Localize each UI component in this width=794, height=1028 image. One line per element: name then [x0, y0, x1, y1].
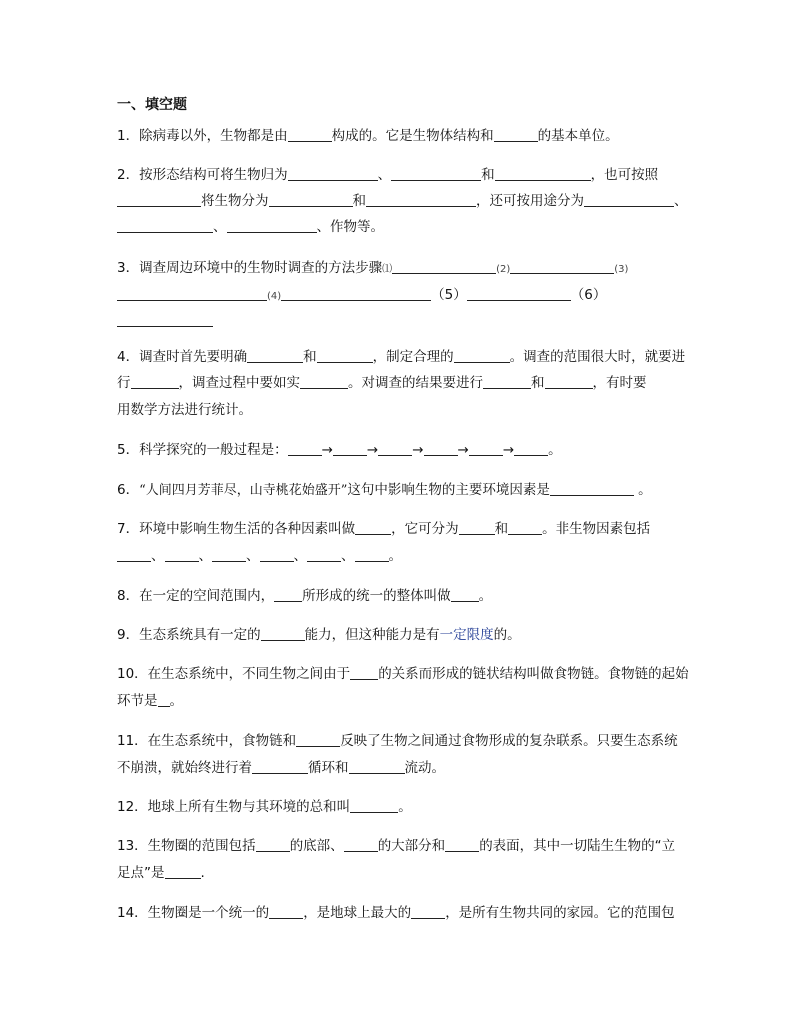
- question-3-line-1: 3．调查周边环境中的生物时调查的方法步骤⑴ (2) (3): [117, 260, 629, 276]
- blank[interactable]: [300, 374, 348, 389]
- blank[interactable]: [350, 665, 378, 680]
- blank[interactable]: [281, 286, 431, 301]
- blank[interactable]: [355, 547, 389, 562]
- blank[interactable]: [274, 587, 302, 602]
- question-2-line-2: 将生物分为 和 ，还可按用途分为 、: [117, 186, 683, 216]
- blank[interactable]: [483, 374, 531, 389]
- blank[interactable]: [350, 798, 398, 813]
- question-3-line-2: (4) （5） （6）: [117, 280, 683, 312]
- blank[interactable]: [260, 547, 294, 562]
- blank[interactable]: [344, 837, 378, 852]
- blank[interactable]: [514, 441, 548, 456]
- question-4-line-3: 用数学方法进行统计。: [117, 402, 252, 418]
- question-9: 9．生态系统具有一定的 能力，但这种能力是有一定限度的。: [117, 627, 521, 643]
- blank[interactable]: [467, 286, 571, 301]
- blank[interactable]: [256, 837, 290, 852]
- blank[interactable]: [165, 864, 201, 879]
- blank[interactable]: [545, 374, 593, 389]
- question-14: 14．生物圈是一个统一的 ，是地球上最大的 ，是所有生物共同的家园。它的范围包: [117, 905, 675, 921]
- blank[interactable]: [366, 192, 476, 207]
- blank[interactable]: [494, 127, 538, 142]
- question-8: 8．在一定的空间范围内， 所形成的统一的整体叫做 。: [117, 588, 493, 604]
- question-4-line-2: 行 ，调查过程中要如实 。对调查的结果要进行 和 ，有时要: [117, 375, 647, 391]
- question-7-line-2: 、 、 、 、 、 。: [117, 541, 683, 571]
- question-5: 5．科学探究的一般过程是： → → → → → 。: [117, 442, 562, 458]
- blank[interactable]: [288, 441, 322, 456]
- blank[interactable]: [288, 166, 378, 181]
- blank[interactable]: [117, 312, 213, 327]
- blank[interactable]: [584, 192, 674, 207]
- blank[interactable]: [227, 218, 317, 233]
- question-11-line-1: 11．在生态系统中，食物链和 反映了生物之间通过食物形成的复杂联系。只要生态系统: [117, 733, 678, 749]
- blank[interactable]: [510, 259, 614, 274]
- blank[interactable]: [392, 259, 496, 274]
- blank[interactable]: [495, 166, 591, 181]
- question-13-line-2: 足点”是 .: [117, 865, 205, 881]
- blank[interactable]: [317, 348, 373, 363]
- blank[interactable]: [296, 732, 340, 747]
- blank[interactable]: [261, 626, 305, 641]
- blank[interactable]: [424, 441, 458, 456]
- blank[interactable]: [411, 904, 445, 919]
- question-7-line-1: 7．环境中影响生物生活的各种因素叫做 ，它可分为 和 。非生物因素包括: [117, 521, 651, 537]
- blank[interactable]: [247, 348, 303, 363]
- blank[interactable]: [117, 192, 201, 207]
- blank[interactable]: [288, 127, 332, 142]
- blank[interactable]: [355, 520, 391, 535]
- blank[interactable]: [117, 218, 213, 233]
- blank[interactable]: [212, 547, 246, 562]
- blank[interactable]: [131, 374, 179, 389]
- question-10-line-2: 环节是 。: [117, 693, 183, 709]
- question-1: 1．除病毒以外，生物都是由 构成的。它是生物体结构和 的基本单位。: [117, 128, 619, 144]
- blank[interactable]: [451, 587, 479, 602]
- blank[interactable]: [445, 837, 479, 852]
- question-10-line-1: 10．在生态系统中，不同生物之间由于 的关系而形成的链状结构叫做食物链。食物链的起始: [117, 666, 689, 682]
- blank[interactable]: [307, 547, 341, 562]
- question-6: 6．“人间四月芳菲尽，山寺桃花始盛开”这句中影响生物的主要环境因素是 。: [117, 482, 652, 498]
- blank[interactable]: [469, 441, 503, 456]
- blank[interactable]: [391, 166, 481, 181]
- blank[interactable]: [378, 441, 412, 456]
- blank[interactable]: [165, 547, 199, 562]
- blank[interactable]: [269, 192, 353, 207]
- blank[interactable]: [454, 348, 510, 363]
- blank[interactable]: [117, 286, 267, 301]
- question-3-line-3: [117, 306, 683, 336]
- question-2-line-1: 2．按形态结构可将生物归为 、 和 ，也可按照: [117, 167, 659, 183]
- question-2-line-3: 、 、作物等。: [117, 212, 683, 242]
- blank[interactable]: [550, 481, 634, 496]
- blank[interactable]: [117, 547, 151, 562]
- section-title: 一、填空题: [117, 97, 187, 113]
- question-13-line-1: 13．生物圈的范围包括 的底部、 的大部分和 的表面，其中一切陆生生物的“立: [117, 838, 676, 854]
- blank[interactable]: [349, 759, 405, 774]
- blank[interactable]: [158, 692, 170, 707]
- blank[interactable]: [508, 520, 542, 535]
- blank[interactable]: [269, 904, 303, 919]
- question-11-line-2: 不崩溃，就始终进行着 循环和 流动。: [117, 760, 445, 776]
- question-12: 12．地球上所有生物与其环境的总和叫 。: [117, 799, 412, 815]
- blank[interactable]: [252, 759, 308, 774]
- question-4-line-1: 4．调查时首先要明确 和 ，制定合理的 。调查的范围很大时，就要进: [117, 349, 686, 365]
- blank[interactable]: [459, 520, 495, 535]
- blank[interactable]: [333, 441, 367, 456]
